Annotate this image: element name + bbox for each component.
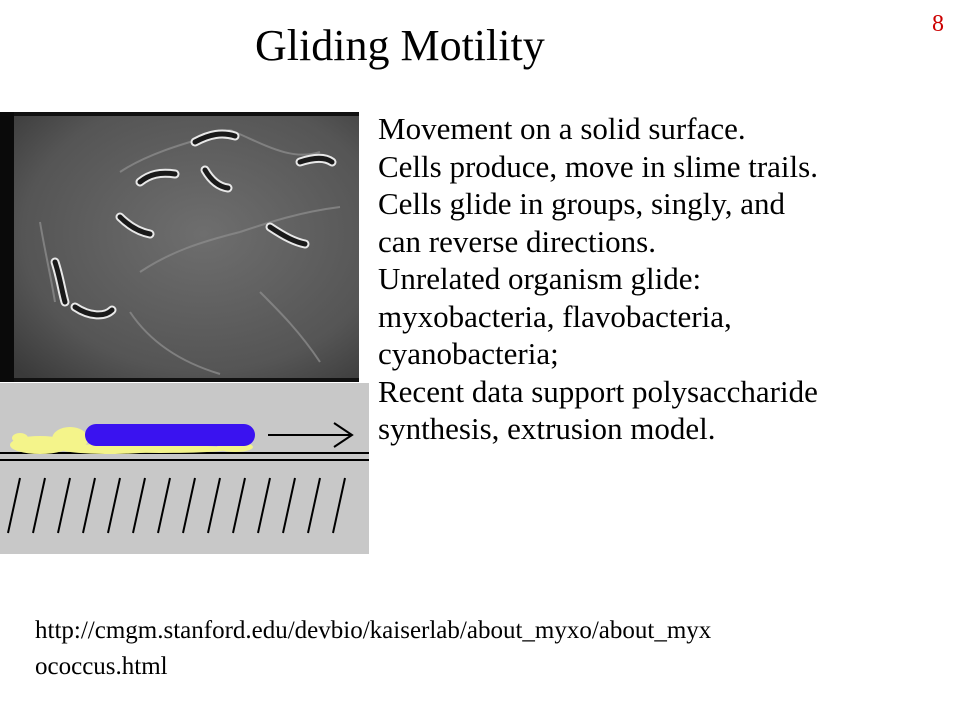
url-line[interactable]: ococcus.html [35,653,168,680]
source-url[interactable] [35,613,711,685]
url-line[interactable]: http://cmgm.stanford.edu/devbio/kaiserlab/about_myxo/about_myx [35,617,712,644]
micrograph-image [0,112,359,382]
bullet-list [378,110,938,448]
bullet-line: Recent data support polysaccharide [378,373,818,409]
page-number: 8 [932,11,944,37]
slide-title: Gliding Motility [255,21,545,70]
gliding-diagram [0,383,369,554]
bullet-line: synthesis, extrusion model. [378,411,716,446]
bullet-line: Unrelated organism glide: [378,261,702,296]
bullet-line: myxobacteria, flavobacteria, [378,298,732,334]
bullet-line: can reverse directions. [378,223,657,259]
bullet-line: cyanobacteria; [378,336,559,371]
bullet-line: Cells glide in groups, singly, and [378,186,785,221]
bullet-line: Movement on a solid surface. [378,111,746,146]
bullet-line: Cells produce, move in slime trails. [378,148,818,184]
